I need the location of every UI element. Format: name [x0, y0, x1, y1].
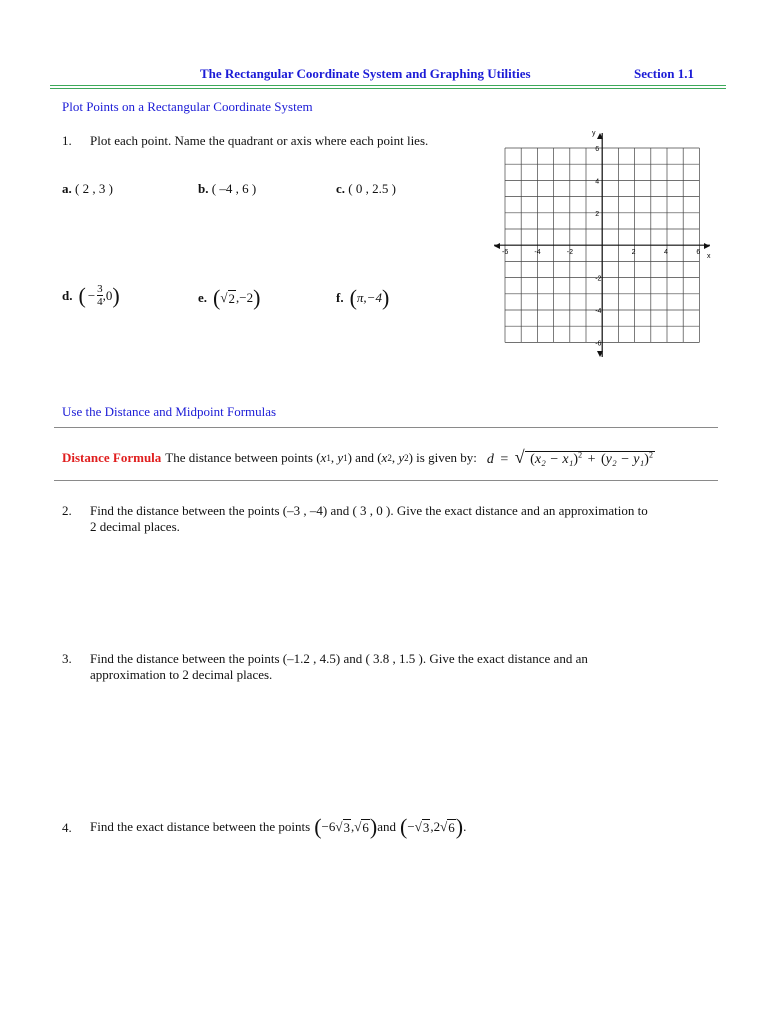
x-tick-label: 6: [696, 249, 701, 257]
q4-p1-coef: −6: [321, 819, 336, 834]
point-d-minus: −: [87, 287, 96, 303]
question-4-point-2: ( − √ 3 , 2 √ 6 ): [400, 814, 464, 839]
section-plot-points-title: Plot Points on a Rectangular Coordinate System: [62, 99, 313, 114]
q4-p2-coef: 2: [433, 819, 441, 834]
var-x2: x: [381, 449, 388, 465]
x-axis-label: x: [707, 253, 711, 260]
x-axis-arrow-right: [704, 243, 710, 249]
point-a: [62, 181, 113, 197]
sub-x1: 1: [326, 452, 331, 463]
question-2-text: [90, 503, 700, 535]
question-4-text: [90, 816, 466, 838]
distance-text-part-a: The distance between points (: [165, 449, 321, 465]
q4-p1-radicand-2: 6: [362, 819, 369, 835]
distance-formula-statement: Distance Formula The distance between points ( x 1 , y 1 ) and ( x 2 , y 2 ) is given by: d = √ $(x_2 - x_1)^2 + (y_2 - y_1)^2$: [62, 447, 653, 467]
distance-text-part-c: ) is given by:: [408, 449, 477, 465]
point-d-numerator: 3: [97, 283, 103, 295]
y-tick-label: 2: [595, 210, 600, 218]
question-2-number: 2.: [62, 503, 72, 518]
section-distance-midpoint-title: Use the Distance and Midpoint Formulas: [62, 404, 277, 419]
question-3-line-1: Find the distance between the points (–1.2 , 4.5) and ( 3.8 , 1.5 ). Give the exact distance and an: [90, 651, 588, 666]
worksheet-title: The Rectangular Coordinate System and Graphing Utilities: [200, 66, 531, 81]
y-axis-label: y: [592, 130, 596, 137]
coordinate-grid[interactable]: [488, 125, 718, 360]
question-3-number: 3.: [62, 651, 72, 666]
point-d: [62, 283, 120, 308]
point-f-label: f.: [336, 290, 344, 305]
point-c-value: ( 0 , 2.5 ): [348, 181, 396, 196]
q4-period: .: [463, 819, 467, 834]
distance-formula: [487, 447, 655, 468]
question-2-line-2: 2 decimal places.: [90, 519, 180, 534]
point-a-value: ( 2 , 3 ): [75, 181, 113, 196]
formula-equals: =: [500, 452, 509, 467]
formula-plus: +: [587, 452, 596, 467]
question-2-line-1: Find the distance between the points (–3 , –4) and ( 3 , 0 ). Give the exact distance and an approximation to: [90, 503, 648, 518]
point-d-value: ( − $\frac{3}{4}$ ,0 ): [78, 282, 120, 309]
y-tick-label: -4: [595, 308, 602, 315]
formula-term-y: y₂ − y₁: [605, 452, 645, 467]
question-4-prompt: Find the exact distance between the points: [90, 819, 311, 834]
y-tick-label: -6: [595, 340, 602, 348]
square-x: 2: [578, 450, 583, 460]
question-3-text: [90, 651, 700, 683]
point-e: [198, 287, 260, 309]
point-d-label: d.: [62, 287, 73, 303]
header-rule-bottom: [50, 88, 726, 89]
var-x1: x: [320, 449, 327, 465]
point-d-denominator: 4: [97, 296, 103, 309]
point-f: [336, 287, 389, 309]
x-tick-label: -4: [534, 249, 541, 257]
var-y2: y: [398, 449, 405, 465]
q4-p2-radicand-1: 3: [422, 819, 430, 835]
point-b-value: ( –4 , 6 ): [211, 181, 257, 196]
sub-y1: 1: [343, 452, 348, 463]
point-e-tail: ,−2: [236, 290, 254, 305]
formula-d: d: [486, 452, 494, 467]
section-number: Section 1.1: [634, 66, 694, 81]
y-tick-labels: [595, 146, 601, 347]
distance-text-part-b: ) and (: [347, 449, 382, 465]
q4-and: and: [377, 819, 397, 834]
point-c: [336, 181, 396, 197]
sub-y2: 2: [404, 452, 409, 463]
question-1-number: 1.: [62, 133, 72, 148]
question-4-point-1: ( −6 √ 3 , √ 6 ): [314, 814, 378, 839]
y-tick-label: 4: [595, 178, 600, 186]
sub-x2: 2: [387, 452, 392, 463]
square-y: 2: [648, 450, 653, 460]
point-e-radicand: 2: [228, 290, 235, 306]
point-d-tail: ,0: [102, 287, 113, 303]
header-rule-top: [50, 85, 726, 86]
point-f-value: ( π,−4 ): [349, 285, 390, 310]
x-axis-arrow-left: [494, 243, 500, 249]
radical-sign: √: [514, 447, 525, 467]
q4-p2-radicand-2: 6: [448, 819, 455, 835]
x-tick-label: -6: [502, 249, 509, 257]
question-4-number: 4.: [62, 820, 72, 835]
point-f-coords: π,−4: [356, 290, 382, 305]
point-e-value: ( √ 2 ,−2 ): [213, 285, 261, 310]
y-tick-label: 6: [595, 146, 600, 153]
x-tick-label: -2: [566, 249, 574, 257]
x-tick-labels: [502, 249, 700, 256]
question-1-text: Plot each point. Name the quadrant or axis where each point lies.: [90, 133, 429, 148]
x-tick-label: 2: [631, 249, 636, 257]
point-b-label: b.: [198, 181, 209, 196]
formula-box-top-rule: [54, 427, 718, 428]
formula-term-x: x₂ − x₁: [534, 452, 574, 467]
radicand: $(x_2 - x_1)^2 + (y_2 - y_1)^2$: [525, 451, 655, 467]
y-tick-label: -2: [595, 275, 602, 283]
distance-formula-label: Distance Formula: [62, 449, 162, 465]
point-a-label: a.: [62, 181, 72, 196]
formula-box-bottom-rule: [54, 480, 718, 481]
point-e-label: e.: [198, 290, 208, 305]
question-3-line-2: approximation to 2 decimal places.: [90, 667, 273, 682]
x-tick-label: 4: [664, 249, 668, 257]
var-y1: y: [337, 449, 344, 465]
point-c-label: c.: [336, 181, 346, 196]
q4-p1-radicand-1: 3: [343, 819, 351, 835]
point-b: [198, 181, 256, 197]
q4-p2-sign: −: [407, 819, 415, 834]
